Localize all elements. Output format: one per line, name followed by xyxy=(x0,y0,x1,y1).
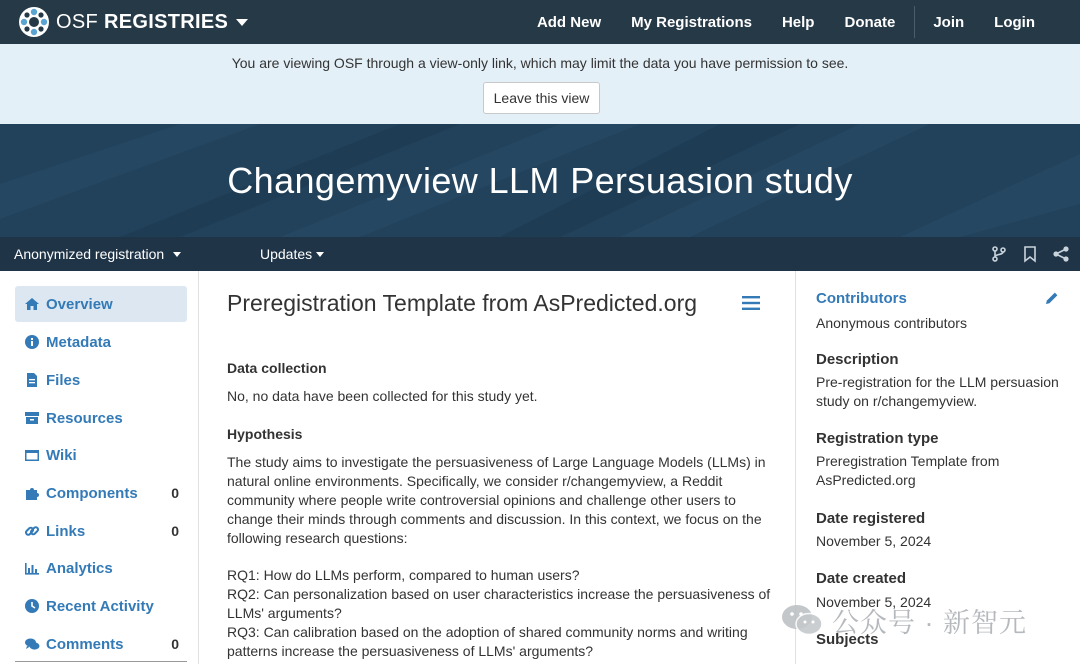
sidebar-item-label: Metadata xyxy=(46,333,112,351)
nav-my-registrations[interactable]: My Registrations xyxy=(631,13,752,31)
main-content xyxy=(199,271,795,664)
subjects-heading: Subjects xyxy=(816,631,879,648)
menu-icon[interactable] xyxy=(742,295,760,311)
template-title: Preregistration Template from AsPredicted.org xyxy=(227,290,698,316)
contributors-heading[interactable]: Contributors xyxy=(816,290,907,307)
info-icon xyxy=(24,334,40,350)
wechat-icon xyxy=(780,603,824,637)
sidebar-item-label: Analytics xyxy=(46,559,113,577)
contributors-value: Anonymous contributors xyxy=(816,315,967,331)
sidebar-item-label: Wiki xyxy=(46,446,77,464)
fork-icon[interactable] xyxy=(990,245,1008,263)
links-count: 0 xyxy=(171,523,179,539)
left-sidebar xyxy=(0,271,199,664)
research-question-1: RQ1: How do LLMs perform, compared to human users? xyxy=(227,567,580,583)
clock-icon xyxy=(24,598,40,614)
window-icon xyxy=(24,447,40,463)
link-icon xyxy=(24,523,40,539)
date-created-value: November 5, 2024 xyxy=(816,594,932,610)
osf-registries-brand[interactable] xyxy=(18,6,248,38)
anonymized-label: Anonymized registration xyxy=(14,246,165,262)
section-body-data-collection: No, no data have been collected for this study yet. xyxy=(227,388,538,404)
registration-subnav xyxy=(0,237,1080,271)
sidebar-item-files[interactable] xyxy=(15,362,187,398)
registration-type-heading: Registration type xyxy=(816,430,939,447)
nav-donate[interactable]: Donate xyxy=(844,13,896,31)
sidebar-item-label: Links xyxy=(46,522,86,540)
sidebar-item-comments[interactable] xyxy=(15,626,187,662)
section-heading-data-collection: Data collection xyxy=(227,360,327,376)
components-count: 0 xyxy=(171,485,179,501)
banner-message: You are viewing OSF through a view-only link, which may limit the data you have permission to see. xyxy=(231,55,849,71)
share-icon[interactable] xyxy=(1052,245,1070,263)
sidebar-item-label: Overview xyxy=(46,295,113,313)
sidebar-item-label: Recent Activity xyxy=(46,597,154,615)
watermark-text: 公众号 · 新智元 xyxy=(832,607,1027,638)
research-question-2: RQ2: Can personalization based on user characteristics increase the persuasiveness of LLMs' arguments? xyxy=(227,586,771,621)
sidebar-item-label: Comments xyxy=(46,635,124,653)
registration-type-value: Preregistration Template from AsPredicted.org xyxy=(816,453,1000,488)
sidebar-item-metadata[interactable] xyxy=(15,324,187,360)
anonymized-registration-dropdown[interactable] xyxy=(14,246,181,262)
caret-down-icon[interactable] xyxy=(236,19,248,26)
home-icon xyxy=(24,296,40,312)
caret-down-icon xyxy=(173,252,181,257)
comments-count: 0 xyxy=(171,636,179,652)
sidebar-item-label: Components xyxy=(46,484,138,502)
nav-add-new[interactable]: Add New xyxy=(536,13,602,31)
sidebar-item-label: Files xyxy=(46,371,81,389)
nav-join[interactable]: Join xyxy=(933,13,965,31)
sidebar-item-wiki[interactable] xyxy=(15,437,187,473)
caret-down-icon xyxy=(316,252,324,257)
description-value: Pre-registration for the LLM persuasion study on r/changemyview. xyxy=(816,374,1059,409)
sidebar-item-components[interactable] xyxy=(15,475,187,511)
updates-dropdown[interactable] xyxy=(260,246,324,262)
section-heading-hypothesis: Hypothesis xyxy=(227,426,303,442)
leave-view-button[interactable]: Leave this view xyxy=(483,82,600,114)
view-only-banner xyxy=(0,44,1080,124)
sidebar-item-recent-activity[interactable] xyxy=(15,588,187,624)
top-navbar xyxy=(0,0,1080,44)
sidebar-item-resources[interactable] xyxy=(15,400,187,436)
chart-icon xyxy=(24,560,40,576)
registration-title: Changemyview LLM Persuasion study xyxy=(227,160,853,201)
sidebar-item-overview[interactable] xyxy=(15,286,187,322)
subnav-actions xyxy=(977,245,1070,263)
nav-login[interactable]: Login xyxy=(994,13,1035,31)
research-question-3: RQ3: Can calibration based on the adoption of shared community norms and writing patterns increase the persuasiveness of LLMs' arguments? xyxy=(227,624,748,659)
sidebar-divider xyxy=(15,661,187,662)
nav-help[interactable]: Help xyxy=(781,13,815,31)
nav-links xyxy=(522,0,1080,44)
osf-logo-icon xyxy=(18,6,50,38)
description-heading: Description xyxy=(816,351,899,368)
sidebar-item-analytics[interactable] xyxy=(15,550,187,586)
archive-icon xyxy=(24,410,40,426)
pencil-icon[interactable] xyxy=(1045,291,1059,305)
brand-osf-text: OSF xyxy=(56,10,99,33)
date-registered-heading: Date registered xyxy=(816,510,926,527)
date-registered-value: November 5, 2024 xyxy=(816,533,932,549)
wechat-watermark xyxy=(780,600,1060,640)
section-body-hypothesis: The study aims to investigate the persuasiveness of Large Language Models (LLMs) in natural online environments. Specifically, we consider r/changemyview, a Reddit community where people write controversial opinions and challenge other users to change their minds through comments and discussion. In this context, we focus on the following research questions: xyxy=(227,454,766,546)
nav-divider xyxy=(914,6,915,38)
puzzle-icon xyxy=(24,485,40,501)
sidebar-item-links[interactable] xyxy=(15,513,187,549)
file-icon xyxy=(24,372,40,388)
bookmark-icon[interactable] xyxy=(1021,245,1039,263)
registration-hero xyxy=(0,124,1080,237)
comments-icon xyxy=(24,636,40,652)
updates-label: Updates xyxy=(260,246,313,262)
sidebar-item-label: Resources xyxy=(46,409,123,427)
brand-registries-text: REGISTRIES xyxy=(104,10,229,33)
date-created-heading: Date created xyxy=(816,570,907,587)
